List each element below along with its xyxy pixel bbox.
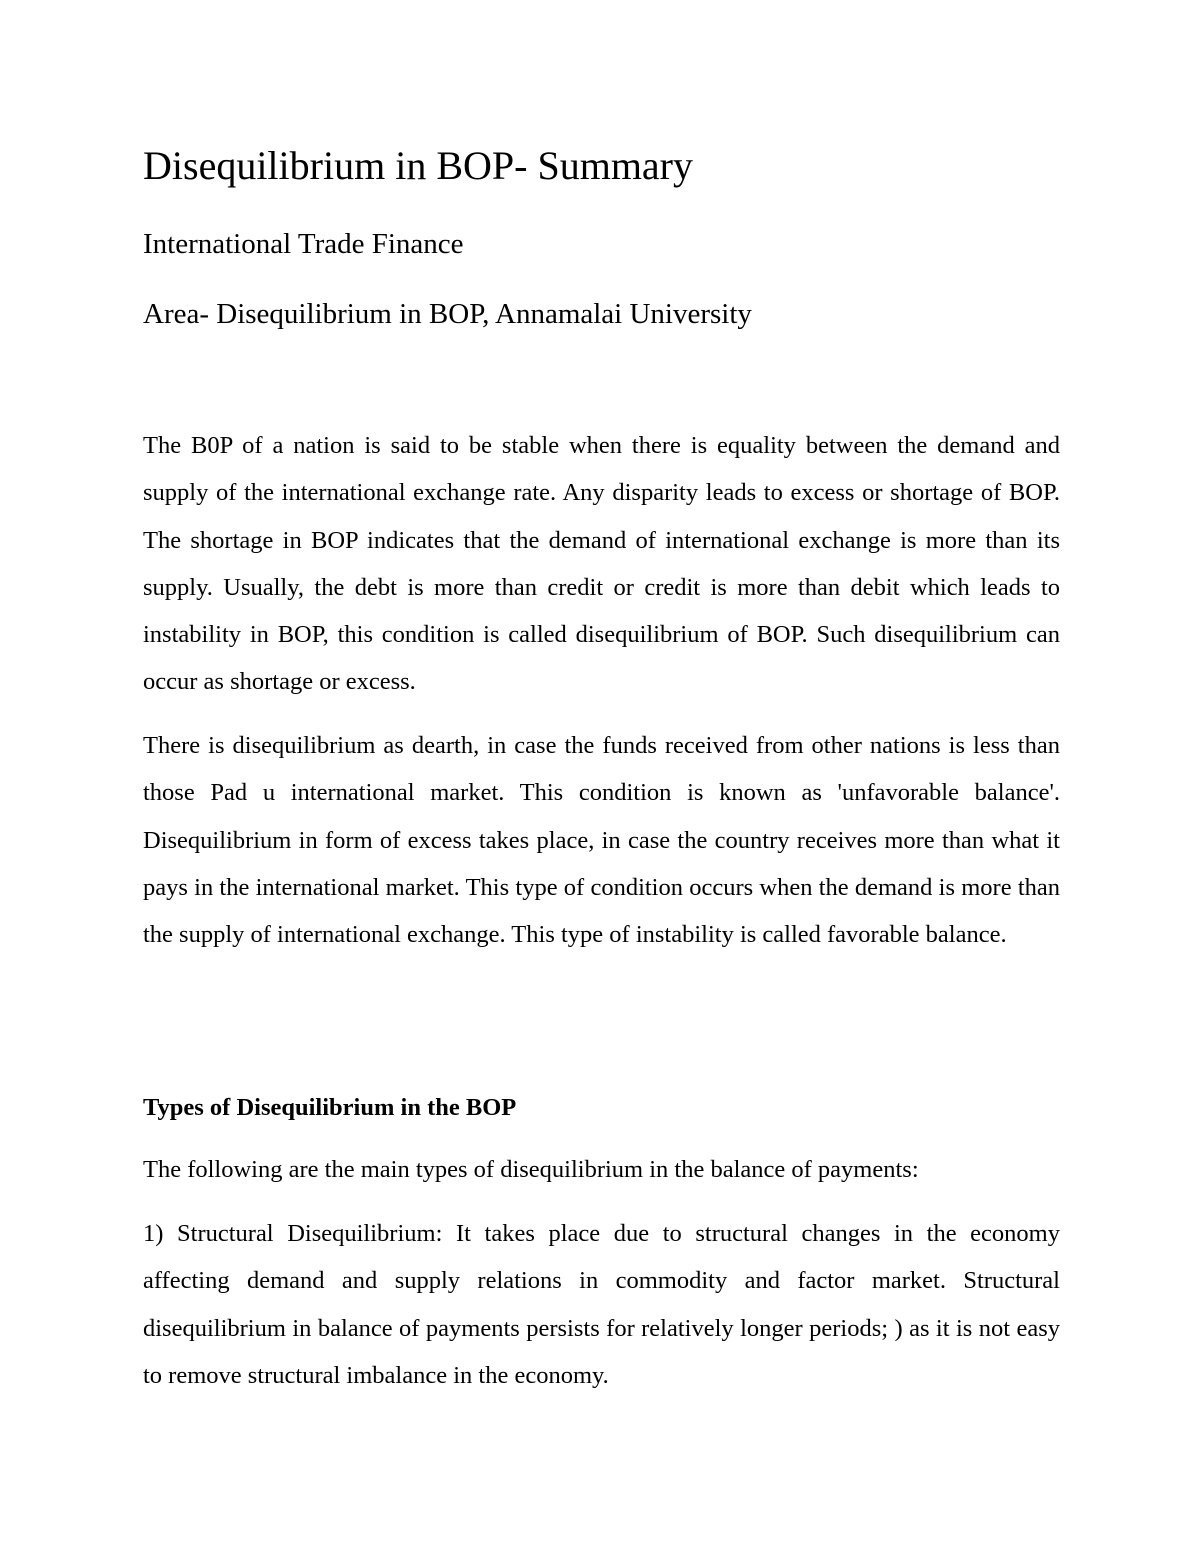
area-line: Area- Disequilibrium in BOP, Annamalai University xyxy=(143,298,752,330)
list-item-container xyxy=(143,1210,1060,1404)
section-heading: Types of Disequilibrium in the BOP xyxy=(143,1094,517,1121)
section-intro: The following are the main types of disequilibrium in the balance of payments: xyxy=(143,1156,919,1183)
document-title: Disequilibrium in BOP- Summary xyxy=(143,143,693,188)
course-name: International Trade Finance xyxy=(143,228,464,260)
list-item-structural: 1) Structural Disequilibrium: It takes place due to structural changes in the economy affecting demand and supply relations in commodity and factor market. Structural disequilibrium in balance of payments persists for relatively longer periods; ) as it is not easy to remove structural imbalance in the economy. xyxy=(143,1220,1060,1389)
paragraph-stability: The B0P of a nation is said to be stable when there is equality between the demand and supply of the international exchange rate. Any disparity leads to excess or shortage of BOP. The shortage in BOP indicates that the demand of international exchange is more than its supply. Usually, the debt is more than credit or credit is more than debit which leads to instability in BOP, this condition is called disequilibrium of BOP. Such disequilibrium can occur as shortage or excess. xyxy=(143,432,1060,696)
paragraph-dearth-excess: There is disequilibrium as dearth, in case the funds received from other nations is less than those Pad u international market. This condition is known as 'unfavorable balance'. Disequilibrium in form of excess takes place, in case the country receives more than what it pays in the international market. This type of condition occurs when the demand is more than the supply of international exchange. This type of instability is called favorable balance. xyxy=(143,732,1060,949)
